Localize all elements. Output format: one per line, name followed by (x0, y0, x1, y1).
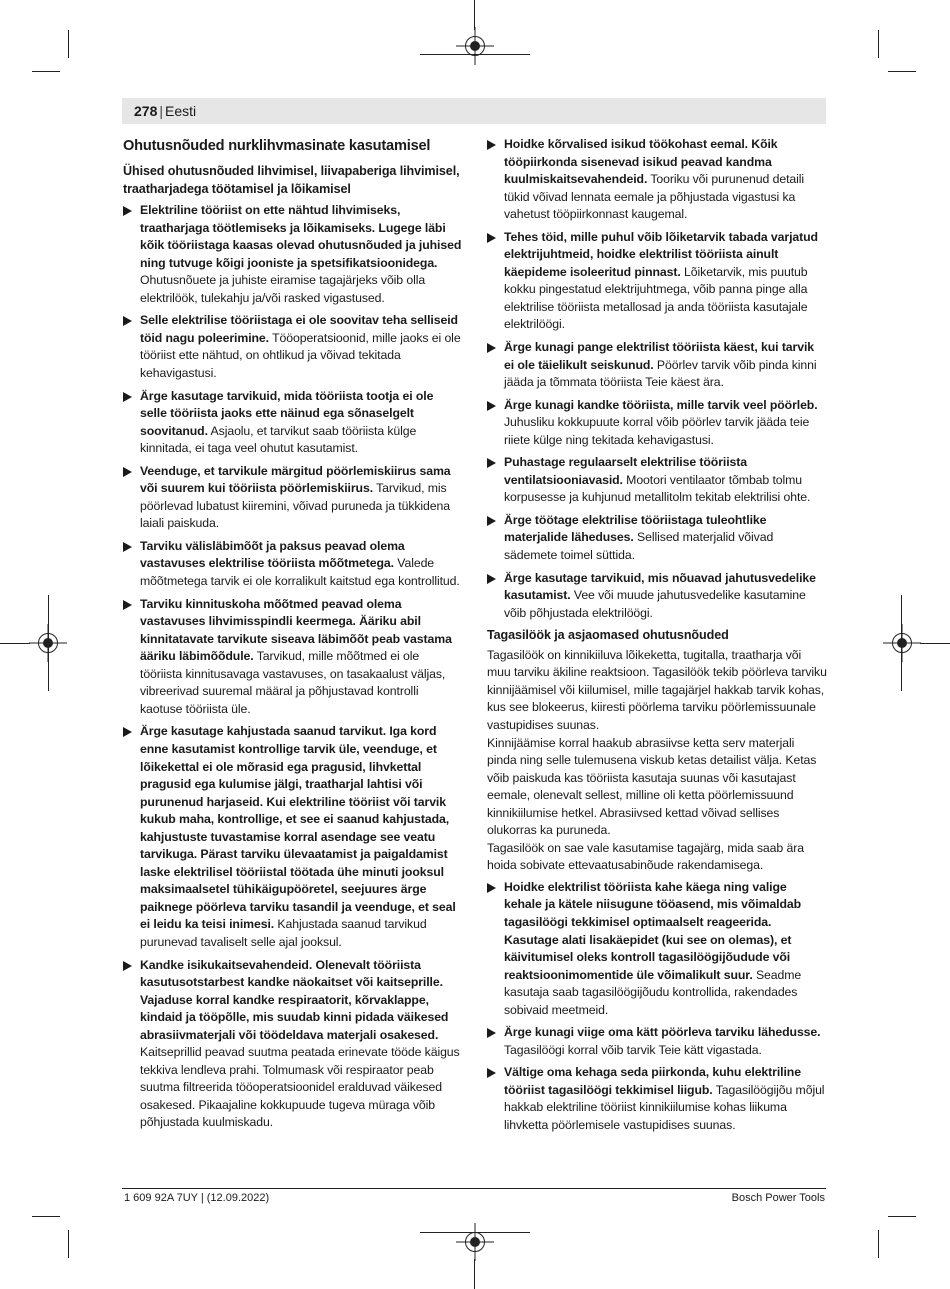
crop-mark (32, 71, 60, 72)
bullet-arrow-icon (487, 458, 496, 468)
item-bold-text: Hoidke elektrilist tööriista kahe käega ning valige kehale ja kätele niisugune tööasend, mis võimaldab tagasilöögi tekkimisel optimaalselt reageerida. Kasutage alati lisakäepidet (kui see on olemas), et käivitumisel oleks kontroll tagasilöögijõudude või reaktsioonimomentide üle võimalikult suur. (504, 879, 802, 982)
crop-mark (474, 0, 475, 30)
crop-mark (878, 30, 879, 58)
item-text: Asjaolu, et tarvikut saab tööriista külge kinnitada, ei taga veel ohutut kasutamist. (140, 423, 417, 456)
item-bold-text: Elektriline tööriist on ette nähtud lihvimiseks, traatharjaga töötlemiseks ja lõikamiseks. Lugege läbi kõik tööriistaga kaasas olevad ohutusnõuded ja juhised ning tutvuge kõigi jooniste ja spetsifikatsioonidega. (140, 203, 462, 270)
bullet-arrow-icon (123, 542, 132, 552)
kickback-section-title: Tagasilöök ja asjaomased ohutusnõuded (487, 628, 729, 643)
crop-mark (474, 1259, 475, 1289)
item-text: Juhusliku kokkupuute korral võib pöörlev tarvik jääda teie riiete külge ning tekitada kehavigastusi. (504, 415, 810, 447)
crop-mark (888, 71, 916, 72)
left-column (123, 136, 463, 1137)
bullet-arrow-icon (487, 401, 496, 411)
registration-mark-icon (465, 36, 485, 56)
list-item (487, 879, 827, 1019)
list-item (487, 512, 827, 565)
list-item (123, 596, 463, 719)
safety-list (487, 136, 827, 622)
crop-mark (920, 643, 950, 644)
paragraph: Kinnijäämise korral haakub abrasiivse ketta serv materjali pinda ning selle tulemusena viskub ketas detailist välja. Ketas võib paiskuda kas tööriista kasutaja suunas või kasutajast eemale, olenevalt sellest, milline oli ketta pöörlemissuund kinnikiilumise hetkel. Abrasiivsed kettad võivad sellises olukorras ka puruneda. (487, 735, 817, 838)
list-item (487, 1024, 827, 1059)
list-item (123, 312, 463, 382)
paragraph: Tagasilöök on sae vale kasutamise tagajärg, mida saab ära hoida sobivate ettevaatusabinõude rakendamisega. (487, 840, 804, 873)
item-bold-text: Tarviku kinnituskoha mõõtmed peavad olema vastavuses lihvimisspindli keermega. Ääriku abil kinnitatavate tarvikute siseava läbimõõt peab vastama ääriku läbimõõdule. (140, 596, 452, 664)
list-item (487, 570, 827, 623)
bullet-arrow-icon (487, 343, 496, 353)
registration-mark-icon (465, 1232, 485, 1252)
footer-rule (122, 1188, 826, 1189)
list-item (123, 202, 463, 307)
item-text: Kahjustada saanud tarvikud purunevad tavaliselt selle ajal jooksul. (140, 917, 427, 949)
registration-mark-icon (38, 633, 58, 653)
crop-mark (888, 1216, 916, 1217)
item-bold-text: Ärge kasutage kahjustada saanud tarvikut. Iga kord enne kasutamist kontrollige tarvik üle, veenduge, et lõikekettal ei ole mõrasid ega pragusid, lihvkettal pragusid ega kulumise jälgi, traatharjal lahtisi või purunenud harjaseid. Kui elektriline tööriist või tarvik kukub maha, kontrollige, et see ei saanud kahjustada, kahjustuste tuvastamise korral asendage see veatu tarvikuga. Pärast tarviku ülevaatamist ja paigaldamist laske elektrilisel tööriistal töötada ühe minuti jooksul maksimaalsetel tühikäigupööretel, seejuures ärge paiknege pöörleva tarviku tasandil ja veenduge, et seal ei leidu ka teisi inimesi. (140, 724, 456, 932)
item-text: Kaitseprillid peavad suutma peatada erinevate tööde käigus tekkiva lendleva prahi. Tolmumask või respiraator peab suutma filtreerida tööoperatsioonidel eralduvad väikesed osakesed. Pikaajaline kokkupuude tugeva müraga võib põhjustada kuulmiskadu. (140, 1045, 460, 1130)
bullet-arrow-icon (487, 1068, 496, 1078)
paragraph: Tagasilöök on kinnikiiluva lõikeketta, tugitalla, traatharja või muu tarviku äkiline reaktsioon. Tagasilöök tekib pöörleva tarviku kinnijäämisel või kiilumisel, mille tagajärjel hakkab tarvik kohas, kus see blokeerus, kiiresti pöörlema tarviku pöörlemissuunale vastupidises suunas. (487, 647, 827, 732)
bullet-arrow-icon (123, 316, 132, 326)
bullet-arrow-icon (487, 233, 496, 243)
item-text: Sellised materjalid võivad sädemete toimel süttida. (504, 530, 774, 563)
item-text: Valede mõõtmetega tarvik ei ole korralikult kaitstud ega kontrollitud. (140, 556, 460, 589)
item-text: Ohutusnõuete ja juhiste eiramise tagajärjeks võib olla elektrilöök, tulekahju ja/või rasked vigastused. (140, 273, 426, 305)
bullet-arrow-icon (487, 883, 496, 893)
list-item (123, 388, 463, 458)
bullet-arrow-icon (487, 516, 496, 526)
page-header (134, 102, 196, 120)
item-text: Seadme kasutaja saab tagasilöögijõudu kontrollida, rakendades sobivaid meetmeid. (504, 967, 802, 1017)
safety-list (123, 202, 463, 1132)
bullet-arrow-icon (123, 467, 132, 477)
item-bold-text: Ärge kunagi pange elektrilist tööriista käest, kui tarvik ei ole täielikult seiskunud. (504, 340, 815, 372)
list-item (487, 339, 827, 392)
bullet-arrow-icon (123, 727, 132, 737)
item-text: Mootori ventilaator tõmbab tolmu korpusesse ja kuhjunud metallitolm tekitab elektrilisi ohte. (504, 472, 811, 505)
registration-mark-icon (892, 633, 912, 653)
section-subtitle: Ühised ohutusnõuded lihvimisel, liivapaberiga lihvimisel, traatharjadega töötamisel ja lõikamisel (123, 164, 460, 196)
list-item (123, 538, 463, 591)
item-bold-text: Ärge töötage elektrilise tööriistaga tuleohtlike materjalide läheduses. (504, 512, 767, 545)
item-bold-text: Veenduge, et tarvikule märgitud pöörlemiskiirus sama või suurem kui tööriista pöörlemiskiirus. (140, 463, 451, 496)
list-item (487, 454, 827, 507)
list-item (123, 957, 463, 1132)
item-bold-text: Puhastage regulaarselt elektrilise tööriista ventilatsiooniavasid. (504, 455, 748, 487)
list-item (487, 397, 827, 450)
bullet-arrow-icon (123, 392, 132, 402)
header-language: Eesti (165, 103, 197, 119)
item-bold-text: Ärge kasutage tarvikuid, mida tööriista tootja ei ole selle tööriista jaoks ette näinud ega sõnaselgelt soovitanud. (140, 388, 434, 438)
bullet-arrow-icon (487, 140, 496, 150)
list-item (487, 136, 827, 224)
crop-mark (0, 643, 30, 644)
item-bold-text: Hoidke kõrvalised isikud töökohast eemal. Kõik tööpiirkonda sisenevad isikud peavad kandma kuulmiskaitsevahendeid. (504, 137, 778, 187)
bullet-arrow-icon (487, 574, 496, 584)
item-text: Pöörlev tarvik võib pinda kinni jääda ja tõmmata tööriista Teie käest ära. (504, 357, 817, 390)
crop-mark (68, 1230, 69, 1258)
item-bold-text: Tehes töid, mille puhul võib lõiketarvik tabada varjatud elektrijuhtmeid, hoidke elektrilist tööriista ainult käepideme isoleeritud pinnast. (504, 229, 818, 279)
bullet-arrow-icon (123, 961, 132, 971)
item-bold-text: Kandke isikukaitsevahendeid. Olenevalt tööriista kasutusotstarbest kandke näokaitset või kaitseprille. Vajaduse korral kandke respiraatorit, kõrvaklappe, kindaid ja tööpõlle, mis suudab kinni pidada väikesed abrasiivmaterjali või töödeldava materjali osakesed. (140, 957, 449, 1042)
item-text: Vee või muude jahutusvedelike kasutamine võib põhjustada elektrilöögi. (504, 588, 806, 620)
item-text: Tööoperatsioonid, mille jaoks ei ole tööriist ette nähtud, on ohtlikud ja võivad tekitada kehavigastusi. (140, 330, 461, 381)
item-bold-text: Vältige oma kehaga seda piirkonda, kuhu elektriline tööriist tagasilöögi tekkimisel liigub. (504, 1065, 801, 1097)
list-item (123, 463, 463, 533)
page-header-bar (122, 98, 826, 124)
crop-mark (32, 1216, 60, 1217)
footer-doc-code: 1 609 92A 7UY | (12.09.2022) (124, 1192, 270, 1204)
page-number: 278 (134, 103, 158, 119)
bullet-arrow-icon (123, 206, 132, 216)
item-bold-text: Ärge kasutage tarvikuid, mis nõuavad jahutusvedelike kasutamist. (504, 570, 816, 603)
list-item (123, 723, 463, 951)
item-bold-text: Ärge kunagi kandke tööriista, mille tarvik veel pöörleb. (504, 397, 818, 412)
crop-mark (68, 30, 69, 58)
header-separator: | (159, 103, 163, 119)
item-bold-text: Selle elektrilise tööriistaga ei ole soovitav teha selliseid töid nagu poleerimine. (140, 313, 458, 345)
crop-mark (878, 1230, 879, 1258)
item-text: Tagasilöögijõu mõjul hakkab elektriline tööriist kinnikiilumise kohas liikuma lihvketta pöörlemisele vastupidises suunas. (504, 1082, 825, 1132)
item-text: Tagasilöögi korral võib tarvik Teie kätt vigastada. (504, 1042, 762, 1057)
item-text: Lõiketarvik, mis puutub kokku pingestatud elektrijuhtmega, võib panna pinge alla elektrilise tööriista metallosad ja anda tööriista kasutajale elektrilöögi. (504, 264, 808, 332)
item-bold-text: Ärge kunagi viige oma kätt pöörleva tarviku lähedusse. (504, 1025, 821, 1040)
list-item (487, 229, 827, 334)
kickback-list (487, 879, 827, 1135)
bullet-arrow-icon (123, 600, 132, 610)
list-item (487, 1064, 827, 1134)
item-text: Tarvikud, mis pöörlevad lubatust kiiremini, võivad puruneda ja tükkidena laiali paiskuda. (140, 481, 451, 531)
item-text: Tooriku või purunenud detaili tükid võivad lennata eemale ja põhjustada vigastusi ka vahetust tööpiirkonnast kaugemal. (504, 172, 805, 222)
item-text: Tarvikud, mille mõõtmed ei ole tööriista kinnitusavaga vastavuses, on tasakaalust väljas, vibreerivad suuremal määral ja põhjustavad kontrolli kaotuse tööriista üle. (140, 649, 446, 716)
item-bold-text: Tarviku välisläbimõõt ja paksus peavad olema vastavuses elektrilise tööriista mõõtmetega. (140, 538, 405, 571)
bullet-arrow-icon (487, 1028, 496, 1038)
footer-brand: Bosch Power Tools (731, 1192, 825, 1204)
right-column (487, 136, 827, 1140)
section-title: Ohutusnõuded nurklihvmasinate kasutamisel (123, 138, 431, 154)
